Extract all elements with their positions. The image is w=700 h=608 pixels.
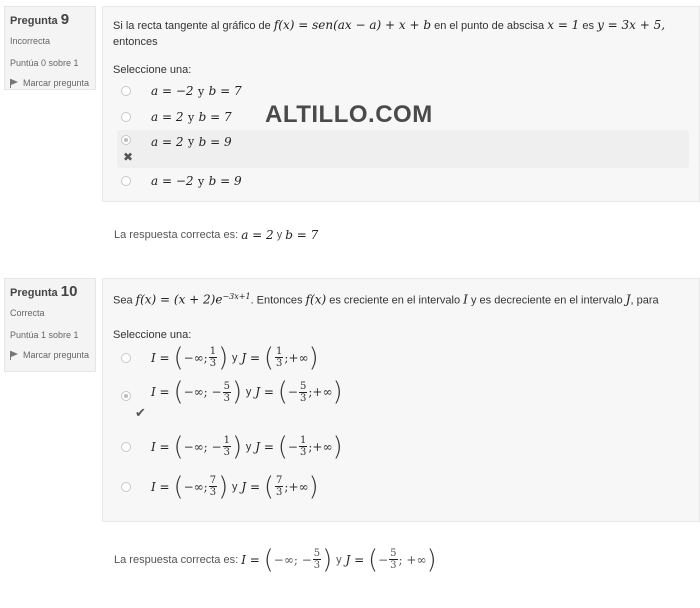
q10-opt3-Jtail: ;+∞ xyxy=(308,439,333,454)
q10-paren: ) xyxy=(231,431,243,462)
q9-feedback-b: b = 7 xyxy=(285,228,319,242)
q10-fb-Jlead: − xyxy=(378,552,389,567)
watermark: ALTILLO.COM xyxy=(265,101,433,128)
q10-paren: ) xyxy=(332,431,343,462)
q10-opt1-Jfrac xyxy=(275,346,283,369)
q10-opt2-Jnum: 5 xyxy=(299,380,307,392)
q10-opt3-Ifrac xyxy=(223,435,231,458)
q10-paren: ) xyxy=(322,544,333,575)
q9-feedback xyxy=(114,228,318,242)
q10-fb-Jnum: 5 xyxy=(390,548,397,559)
q9-opt1-y: y xyxy=(197,84,205,98)
q10-paren: ) xyxy=(332,377,343,408)
q10-opt3-y: y xyxy=(245,440,252,453)
q9-num: 9 xyxy=(60,11,70,28)
q10-paren: ( xyxy=(367,544,379,575)
q9-opt2-y: y xyxy=(187,110,195,124)
q9-radio-2[interactable] xyxy=(121,112,131,122)
q10-opt1-eqJ: J = xyxy=(241,350,261,365)
q9-grade: Puntúa 0 sobre 1 xyxy=(10,58,79,68)
q10-opt2-Jfrac xyxy=(299,381,307,404)
q10-fb-Jtail: ; +∞ xyxy=(398,552,427,567)
q10-opt1-Jden: 3 xyxy=(276,358,283,370)
q10-paren: ( xyxy=(277,431,288,462)
q10-feedback-expr xyxy=(241,544,437,575)
q10-opt3-Jlead: − xyxy=(287,439,298,454)
q9-option-4[interactable] xyxy=(117,168,689,194)
q9-opt3-a: a = 2 xyxy=(151,135,184,149)
q10-flag-label: Marcar pregunta xyxy=(23,350,90,360)
q10-option-2[interactable] xyxy=(117,375,689,427)
q10-state: Correcta xyxy=(10,308,45,318)
q10-opt4-Jfrac xyxy=(275,475,283,498)
q10-option-1[interactable] xyxy=(117,341,689,375)
q10-paren: ( xyxy=(277,377,288,408)
q10-opt2-expr xyxy=(151,377,343,408)
q10-question-text xyxy=(113,289,689,309)
q10-opt4-Jnum: 7 xyxy=(276,475,283,487)
q10-opt4-Jtail: ;+∞ xyxy=(284,479,309,494)
flag-icon xyxy=(10,79,19,88)
q10-opt2-Jlead: − xyxy=(287,385,298,400)
q10-opt4-Iden: 3 xyxy=(209,487,217,499)
q10-radio-1[interactable] xyxy=(121,353,131,363)
q10-prompt: Seleccione una: xyxy=(113,328,192,341)
q10-opt2-eqI: I = xyxy=(151,385,170,400)
q10-fb-Inum: 5 xyxy=(313,548,321,559)
q10-fx: f(x) = (x + 2)e xyxy=(135,292,223,307)
q9-opt4-b: b = 9 xyxy=(208,174,242,188)
q9-number xyxy=(10,13,90,28)
q10-fb-Ilead: −∞; − xyxy=(273,552,312,567)
q10-text-d: y es decreciente en el intervalo xyxy=(470,294,623,307)
q10-opt1-Jnum: 1 xyxy=(276,346,283,358)
q10-text-b: . Entonces xyxy=(250,294,303,307)
q10-paren: ) xyxy=(308,342,319,373)
q9-radio-1[interactable] xyxy=(121,86,131,96)
q10-paren: ) xyxy=(218,471,229,502)
q10-opt3-eqJ: J = xyxy=(255,439,274,454)
q10-opt3-Iden: 3 xyxy=(223,447,230,459)
q10-opt2-Iden: 3 xyxy=(223,392,230,404)
flag-icon xyxy=(10,351,19,360)
q10-paren: ) xyxy=(218,342,229,373)
q10-feedback xyxy=(114,544,437,575)
q10-fb-Iden: 3 xyxy=(313,560,321,571)
q10-opt3-eqI: I = xyxy=(151,439,170,454)
q10-opt1-Ilead: −∞; xyxy=(183,350,208,365)
q9-opt1-a: a = −2 xyxy=(151,84,194,98)
q10-I: I xyxy=(463,292,468,307)
q10-fb-Jfrac xyxy=(389,548,397,571)
q10-radio-2[interactable] xyxy=(121,391,131,401)
q9-text-a: Si la recta tangente al gráfico de xyxy=(113,20,271,32)
q9-text-d: entonces xyxy=(113,36,158,48)
q9-opt4-y: y xyxy=(197,174,205,188)
q10-opt2-Ilead: −∞; − xyxy=(183,385,222,400)
q10-opt2-Ifrac xyxy=(223,381,231,404)
q10-radio-4[interactable] xyxy=(121,482,131,492)
q10-text-a: Sea xyxy=(113,294,133,307)
q10-paren: ( xyxy=(173,431,184,462)
q9-info-panel xyxy=(4,6,96,90)
q9-y-eq: y = 3x + 5, xyxy=(597,18,666,32)
q10-fx2: f(x) xyxy=(305,292,327,307)
q10-number xyxy=(10,285,90,300)
q10-prefix: Pregunta xyxy=(10,287,58,299)
q10-opt2-Jden: 3 xyxy=(299,392,307,404)
q10-opt1-Ifrac xyxy=(209,346,217,369)
q10-opt4-Inum: 7 xyxy=(209,475,217,487)
q10-num: 10 xyxy=(60,283,78,300)
q10-flag-question[interactable] xyxy=(10,350,90,360)
q9-question-text xyxy=(113,17,689,50)
q10-opt4-Ilead: −∞; xyxy=(183,479,208,494)
q9-opt4-a: a = −2 xyxy=(151,174,194,188)
q10-option-4[interactable] xyxy=(117,467,689,507)
q9-opt3-b: b = 9 xyxy=(198,135,232,149)
q10-paren: ) xyxy=(426,544,437,575)
q10-opt1-Jtail: ;+∞ xyxy=(284,350,309,365)
q10-paren: ) xyxy=(308,471,319,502)
q10-opt4-y: y xyxy=(232,480,238,493)
q10-opt3-expr xyxy=(151,431,343,462)
q9-prefix: Pregunta xyxy=(10,15,58,27)
q10-paren: ( xyxy=(173,377,184,408)
q9-state: Incorrecta xyxy=(10,36,51,46)
q10-fb-Ifrac xyxy=(313,548,321,571)
q10-paren: ( xyxy=(173,471,184,502)
q10-feedback-label: La respuesta correcta es: xyxy=(114,553,239,566)
q10-text-c: es creciente en el intervalo xyxy=(329,294,461,307)
q10-fb-eqI: I = xyxy=(241,552,260,567)
q10-fb-y: y xyxy=(336,553,342,566)
q9-opt2-a: a = 2 xyxy=(151,110,184,124)
q10-fb-eqJ: J = xyxy=(345,552,365,567)
q9-radio-4[interactable] xyxy=(121,176,131,186)
q10-fb-Jden: 3 xyxy=(390,560,397,571)
q10-text-e: , para xyxy=(630,294,659,307)
q9-prompt: Seleccione una: xyxy=(113,64,192,76)
q10-paren: ( xyxy=(263,544,274,575)
q10-opt2-Inum: 5 xyxy=(223,380,230,392)
q9-feedback-y: y xyxy=(276,229,283,241)
q10-paren: ( xyxy=(173,342,184,373)
q10-opt1-y: y xyxy=(232,351,238,364)
q10-opt4-expr xyxy=(151,471,319,502)
q10-opt4-Jden: 3 xyxy=(276,487,283,499)
q9-x1: x = 1 xyxy=(547,18,580,32)
q10-opt2-y: y xyxy=(245,386,252,399)
q9-flag-label: Marcar pregunta xyxy=(23,78,90,88)
q10-opt4-eqJ: J = xyxy=(241,479,261,494)
q10-info-panel xyxy=(4,278,96,372)
q10-opt4-Ifrac xyxy=(209,475,217,498)
q10-opt1-Inum: 1 xyxy=(209,346,217,358)
q9-opt2-b: b = 7 xyxy=(198,110,232,124)
q10-opt1-expr xyxy=(151,342,319,373)
q10-content xyxy=(102,278,700,522)
q9-feedback-label: La respuesta correcta es: xyxy=(114,229,239,241)
q9-opt1-b: b = 7 xyxy=(208,84,242,98)
q9-text-c: es xyxy=(582,20,595,32)
q10-radio-3[interactable] xyxy=(121,442,131,452)
q10-J: J xyxy=(625,292,631,307)
q9-text-b: en el punto de abscisa xyxy=(434,20,545,32)
incorrect-cross-icon: ✖ xyxy=(123,150,134,164)
correct-check-icon: ✔ xyxy=(135,404,146,420)
q10-option-3[interactable] xyxy=(117,427,689,467)
q9-flag-question[interactable] xyxy=(10,78,90,88)
q10-opt4-eqI: I = xyxy=(151,479,170,494)
q10-exp: −3x+1 xyxy=(222,292,251,301)
q10-opt3-Jden: 3 xyxy=(299,447,307,459)
q10-opt2-eqJ: J = xyxy=(255,385,274,400)
q10-opt3-Inum: 1 xyxy=(223,435,230,447)
q9-opt3-y: y xyxy=(187,135,195,148)
q10-paren: ) xyxy=(231,377,243,408)
q10-opt1-Iden: 3 xyxy=(209,358,217,370)
q9-radio-3[interactable] xyxy=(121,135,131,145)
q10-opt3-Jfrac xyxy=(299,435,307,458)
q9-feedback-a: a = 2 xyxy=(241,228,274,242)
q10-grade: Puntúa 1 sobre 1 xyxy=(10,330,79,340)
q10-paren: ( xyxy=(263,471,275,502)
q10-opt3-Ilead: −∞; − xyxy=(183,439,222,454)
q10-opt3-Jnum: 1 xyxy=(299,435,307,447)
q9-option-3[interactable] xyxy=(117,130,689,168)
q10-paren: ( xyxy=(263,342,275,373)
q9-fx: f(x) = sen(ax − a) + x + b xyxy=(273,18,432,32)
q10-opt2-Jtail: ;+∞ xyxy=(308,385,333,400)
q10-opt1-eqI: I = xyxy=(151,350,170,365)
